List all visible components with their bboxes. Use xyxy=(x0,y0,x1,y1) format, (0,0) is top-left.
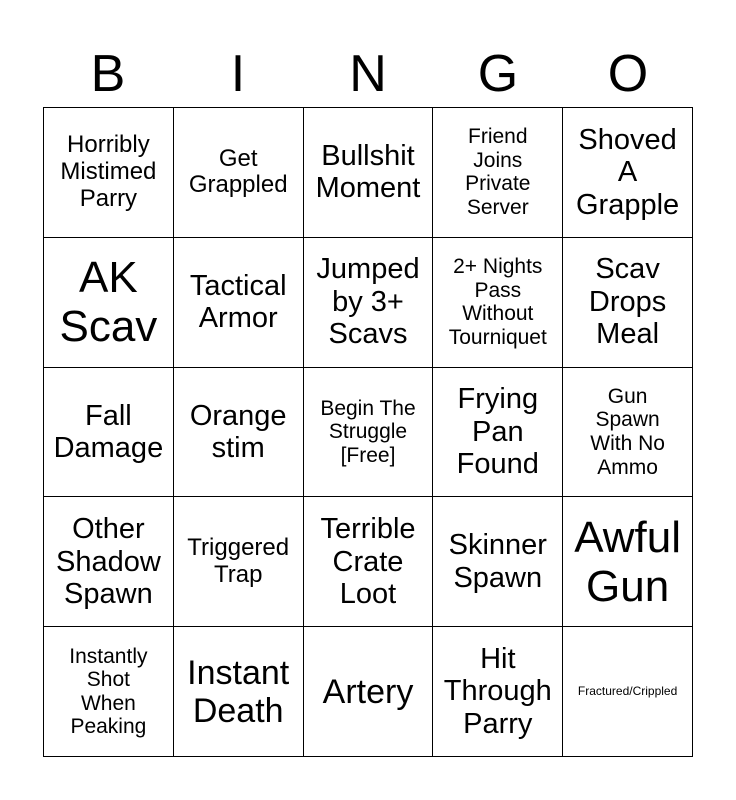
bingo-cell[interactable] xyxy=(563,368,693,498)
header-letter-i: I xyxy=(230,45,246,103)
bingo-cell-text: Triggered Trap xyxy=(187,533,290,588)
bingo-cell-text: Instantly Shot When Peaking xyxy=(69,644,148,739)
bingo-grid xyxy=(43,107,693,757)
bingo-cell[interactable] xyxy=(44,497,174,627)
header-letter-o: O xyxy=(607,45,649,103)
bingo-cell-text: Tactical Armor xyxy=(189,269,287,335)
bingo-cell-text: Frying Pan Found xyxy=(456,383,539,481)
bingo-cell-text: Horribly Mistimed Parry xyxy=(60,131,157,212)
bingo-cell[interactable] xyxy=(433,497,563,627)
bingo-cell[interactable] xyxy=(433,627,563,757)
bingo-cell[interactable] xyxy=(563,627,693,757)
bingo-cell-text: Begin The Struggle [Free] xyxy=(320,396,416,467)
bingo-cell-text: Bullshit Moment xyxy=(315,139,421,205)
bingo-cell-text: Instant Death xyxy=(187,653,290,730)
bingo-cell[interactable] xyxy=(563,108,693,238)
bingo-cell-text: Scav Drops Meal xyxy=(588,253,667,351)
bingo-cell-text: Fall Damage xyxy=(53,399,164,464)
header-letter-g: G xyxy=(477,45,519,103)
bingo-cell-text: Friend Joins Private Server xyxy=(465,125,531,219)
bingo-cell[interactable] xyxy=(44,627,174,757)
bingo-cell[interactable] xyxy=(174,497,304,627)
bingo-cell[interactable] xyxy=(44,368,174,498)
bingo-cell[interactable] xyxy=(304,497,434,627)
bingo-cell[interactable] xyxy=(563,238,693,368)
header-letter-n: N xyxy=(349,45,387,103)
bingo-cell[interactable] xyxy=(304,238,434,368)
bingo-cell-text: Gun Spawn With No Ammo xyxy=(590,384,665,479)
header-letter-b: B xyxy=(90,45,126,103)
bingo-cell-text: Shoved A Grapple xyxy=(576,123,680,221)
bingo-cell[interactable] xyxy=(433,238,563,368)
bingo-cell-text: Fractured/Crippled xyxy=(577,683,678,698)
bingo-cell[interactable] xyxy=(174,368,304,498)
bingo-cell[interactable] xyxy=(433,108,563,238)
bingo-cell-text: Jumped by 3+ Scavs xyxy=(316,253,420,351)
bingo-cell-text: Awful Gun xyxy=(574,512,681,611)
bingo-cell-text: 2+ Nights Pass Without Tourniquet xyxy=(448,255,547,349)
bingo-cell-text: AK Scav xyxy=(59,252,158,352)
bingo-cell[interactable] xyxy=(174,108,304,238)
bingo-cell[interactable] xyxy=(433,368,563,498)
bingo-header xyxy=(43,42,693,106)
bingo-cell[interactable] xyxy=(44,238,174,368)
bingo-cell-text: Orange stim xyxy=(189,399,287,464)
bingo-cell-text: Get Grappled xyxy=(188,144,288,199)
bingo-cell[interactable] xyxy=(174,627,304,757)
bingo-cell[interactable] xyxy=(304,368,434,498)
bingo-cell[interactable] xyxy=(304,627,434,757)
bingo-cell-text: Terrible Crate Loot xyxy=(320,513,416,611)
bingo-cell-text: Skinner Spawn xyxy=(448,529,547,594)
bingo-cell-text: Artery xyxy=(322,672,414,711)
bingo-cell-text: Hit Through Parry xyxy=(443,642,552,740)
bingo-cell-text: Other Shadow Spawn xyxy=(55,513,161,611)
bingo-cell[interactable] xyxy=(44,108,174,238)
bingo-cell[interactable] xyxy=(563,497,693,627)
bingo-cell[interactable] xyxy=(174,238,304,368)
bingo-cell[interactable] xyxy=(304,108,434,238)
